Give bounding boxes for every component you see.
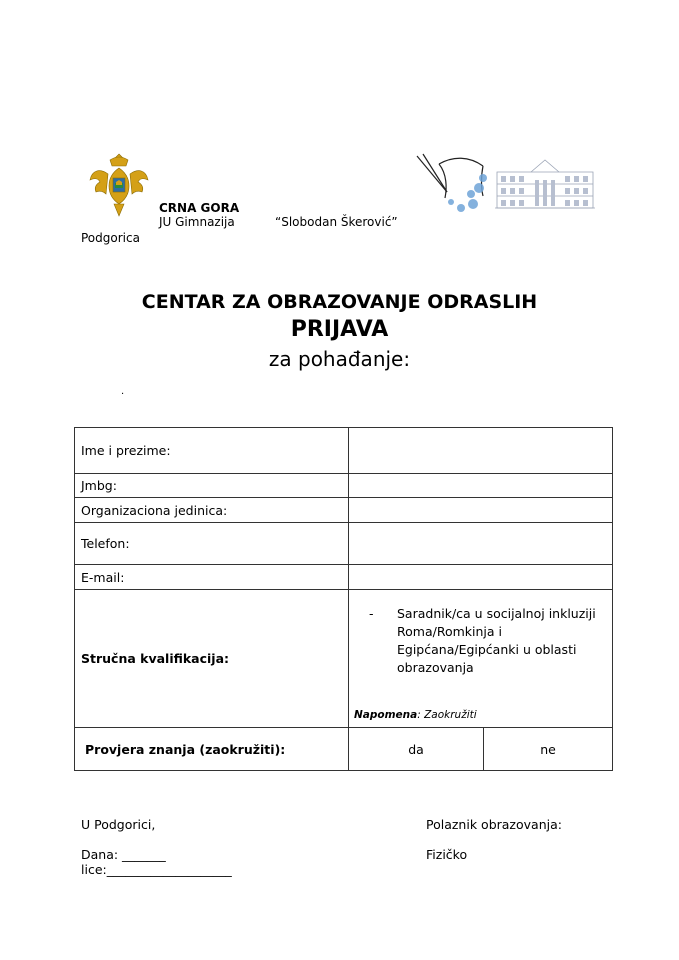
email-row	[75, 565, 613, 590]
person-signature-field[interactable]: lice:____________________	[81, 862, 232, 877]
phone-field[interactable]	[349, 523, 613, 565]
jmbg-row	[75, 474, 613, 498]
form-title: PRIJAVA	[290, 317, 389, 342]
phone-label: Telefon:	[75, 523, 349, 565]
note-label: Napomena	[354, 709, 418, 721]
date-field[interactable]: Dana: _______	[81, 847, 166, 862]
org-label: Organizaciona jedinica:	[75, 498, 349, 523]
place-text: U Podgorici,	[81, 817, 156, 832]
stray-dot: .	[121, 386, 125, 397]
qualification-list	[369, 605, 617, 677]
knowledge-check-row	[75, 728, 613, 771]
option-no[interactable]: ne	[484, 728, 613, 771]
physical-label: Fizičko	[426, 847, 468, 862]
qualification-row	[75, 590, 613, 728]
note	[354, 709, 477, 721]
email-field[interactable]	[349, 565, 613, 590]
participant-label: Polaznik obrazovanja:	[426, 817, 562, 832]
qualification-option[interactable]: Saradnik/ca u socijalnoj inkluziji Roma/Romkinja i Egipćana/Egipćanki u oblasti obrazovanja	[397, 606, 596, 675]
email-label: E-mail:	[75, 565, 349, 590]
jmbg-label: Jmbg:	[75, 474, 349, 498]
application-form-table	[74, 427, 613, 771]
note-text: : Zaokružiti	[417, 709, 477, 721]
gymnasium-logo	[413, 150, 598, 218]
qualification-field[interactable]	[349, 590, 613, 728]
jmbg-field[interactable]	[349, 474, 613, 498]
institution-name: JU Gimnazija	[159, 215, 235, 229]
country-name: CRNA GORA	[159, 201, 240, 215]
city-name: Podgorica	[81, 231, 140, 245]
name-field[interactable]	[349, 428, 613, 474]
phone-row	[75, 523, 613, 565]
center-title: CENTAR ZA OBRAZOVANJE ODRASLIH	[141, 291, 538, 313]
name-row	[75, 428, 613, 474]
qualification-label: Stručna kvalifikacija:	[75, 590, 349, 728]
org-field[interactable]	[349, 498, 613, 523]
form-subtitle: za pohađanje:	[268, 347, 411, 371]
school-name: “Slobodan Škerović”	[275, 215, 398, 229]
option-yes[interactable]: da	[349, 728, 484, 771]
coat-of-arms-logo	[88, 150, 150, 220]
org-row	[75, 498, 613, 523]
name-label: Ime i prezime:	[75, 428, 349, 474]
knowledge-check-label: Provjera znanja (zaokružiti):	[75, 728, 349, 771]
qualification-dash: -	[369, 606, 374, 621]
